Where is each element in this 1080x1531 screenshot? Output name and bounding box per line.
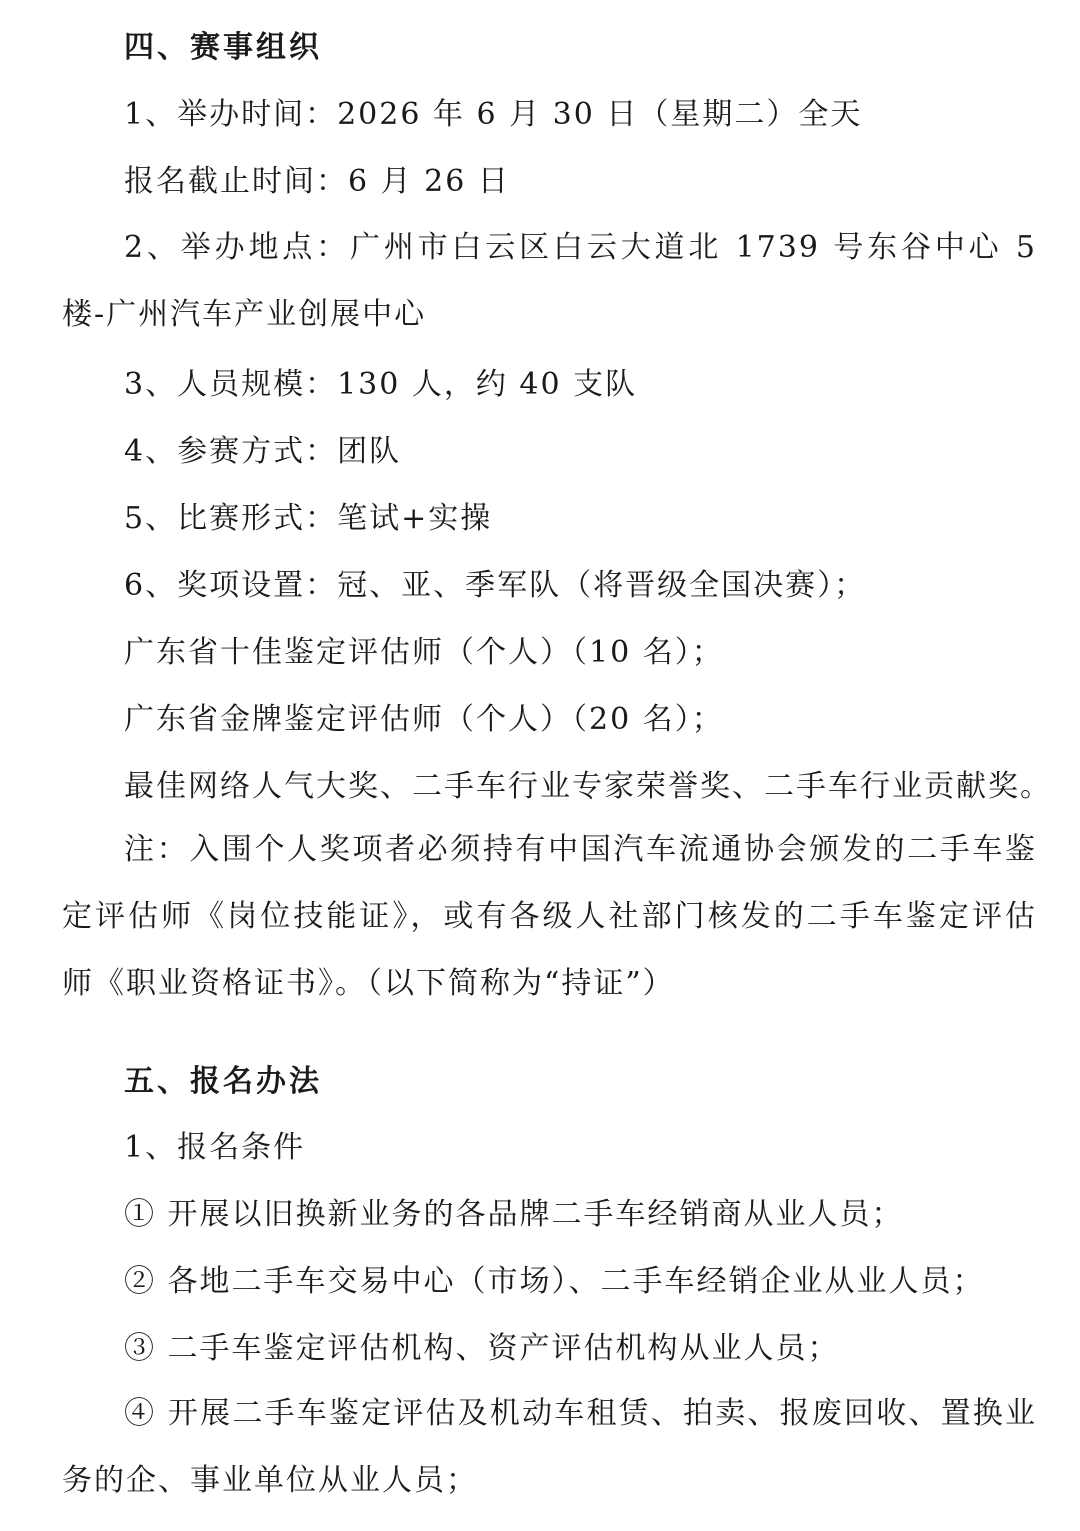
condition-item-1: ① 开展以旧换新业务的各品牌二手车经销商从业人员；	[124, 1197, 904, 1232]
condition-item-3: ③ 二手车鉴定评估机构、资产评估机构从业人员；	[124, 1331, 840, 1366]
participation-mode: 4、参赛方式：团队	[124, 434, 402, 469]
conditions-title: 1、报名条件	[124, 1130, 306, 1165]
registration-deadline: 报名截止时间：6 月 26 日	[124, 164, 510, 199]
award-top10: 广东省十佳鉴定评估师（个人）（10 名）；	[124, 635, 724, 670]
competition-format: 5、比赛形式：笔试+实操	[124, 501, 493, 536]
section-5-heading: 五、报名办法	[124, 1064, 322, 1099]
condition-item-2: ② 各地二手车交易中心（市场）、二手车经销企业从业人员；	[124, 1264, 985, 1299]
condition-item-4: ④ 开展二手车鉴定评估及机动车租赁、拍卖、报废回收、置换业务的企、事业单位从业人员；	[62, 1396, 1037, 1498]
section-4-heading: 四、赛事组织	[124, 30, 322, 65]
participant-scale: 3、人员规模：130 人，约 40 支队	[124, 367, 638, 402]
event-venue: 2、举办地点：广州市白云区白云大道北 1739 号东谷中心 5 楼-广州汽车产业创展中心	[62, 230, 1037, 332]
event-time: 1、举办时间：2026 年 6 月 30 日（星期二）全天	[124, 97, 863, 132]
award-gold: 广东省金牌鉴定评估师（个人）（20 名）；	[124, 702, 724, 737]
award-other: 最佳网络人气大奖、二手车行业专家荣誉奖、二手车行业贡献奖。	[124, 769, 1052, 804]
award-settings: 6、奖项设置：冠、亚、季军队（将晋级全国决赛）；	[124, 568, 867, 603]
certificate-note: 注：入围个人奖项者必须持有中国汽车流通协会颁发的二手车鉴定评估师《岗位技能证》，或有各级人社部门核发的二手车鉴定评估师《职业资格证书》。（以下简称为“持证”）	[62, 832, 1037, 1001]
